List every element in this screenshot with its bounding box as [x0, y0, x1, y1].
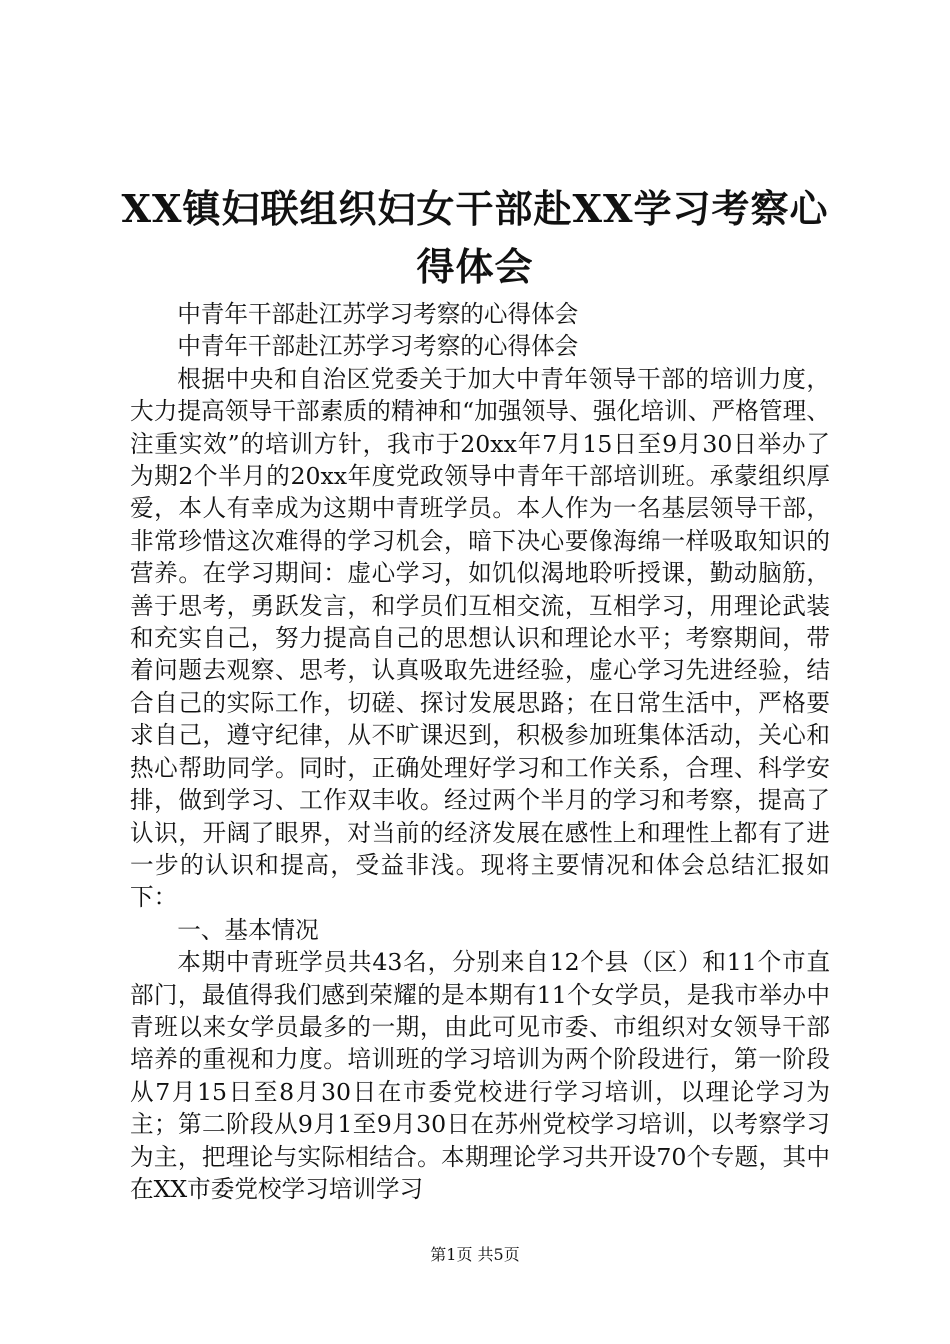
- paragraph-subtitle-1: 中青年干部赴江苏学习考察的心得体会: [177, 300, 579, 328]
- paragraph-intro: 根据中央和自治区党委关于加大中青年领导干部的培训力度，大力提高领导干部素质的精神和“加强领导、强化培训、严格管理、注重实效”的培训方针，我市于20xx年7月15日至9月30日举办了为期2个半月的20xx年度党政领导中青年干部培训班。承蒙组织厚爱，本人有幸成为这期中青班学员。本人作为一名基层领导干部，非常珍惜这次难得的学习机会，暗下决心要像海绵一样吸取知识的营养。在学习期间：虚心学习，如饥似渴地聆听授课，勤动脑筋，善于思考，勇跃发言，和学员们互相交流，互相学习，用理论武装和充实自己，努力提高自己的思想认识和理论水平；考察期间，带着问题去观察、思考，认真吸取先进经验，虚心学习先进经验，结合自己的实际工作，切磋、探讨发展思路；在日常生活中，严格要求自己，遵守纪律，从不旷课迟到，积极参加班集体活动，关心和热心帮助同学。同时，正确处理好学习和工作关系，合理、科学安排，做到学习、工作双丰收。经过两个半月的学习和考察，提高了认识，开阔了眼界，对当前的经济发展在感性上和理性上都有了进一步的认识和提高，受益非浅。现将主要情况和体会总结汇报如下：: [130, 364, 830, 912]
- document-title: XX镇妇联组织妇女干部赴XX学习考察心得体会: [121, 186, 829, 289]
- section-heading-basic-situation: 一、基本情况: [177, 915, 319, 944]
- page-number-footer: 第1页 共5页: [430, 1245, 520, 1264]
- paragraph-basic-situation: 本期中青班学员共43名，分别来自12个县（区）和11个市直部门，最值得我们感到荣耀的是本期有11个女学员，是我市举办中青班以来女学员最多的一期，由此可见市委、市组织对女领导干部培养的重视和力度。培训班的学习培训为两个阶段进行，第一阶段从7月15日至8月30日在市委党校进行学习培训，以理论学习为主；第二阶段从9月1至9月30日在苏州党校学习培训，以考察学习为主，把理论与实际相结合。本期理论学习共开设70个专题，其中在XX市委党校学习培训学习: [130, 948, 830, 1203]
- document-body: [130, 298, 830, 1205]
- paragraph-subtitle-2: 中青年干部赴江苏学习考察的心得体会: [177, 332, 579, 361]
